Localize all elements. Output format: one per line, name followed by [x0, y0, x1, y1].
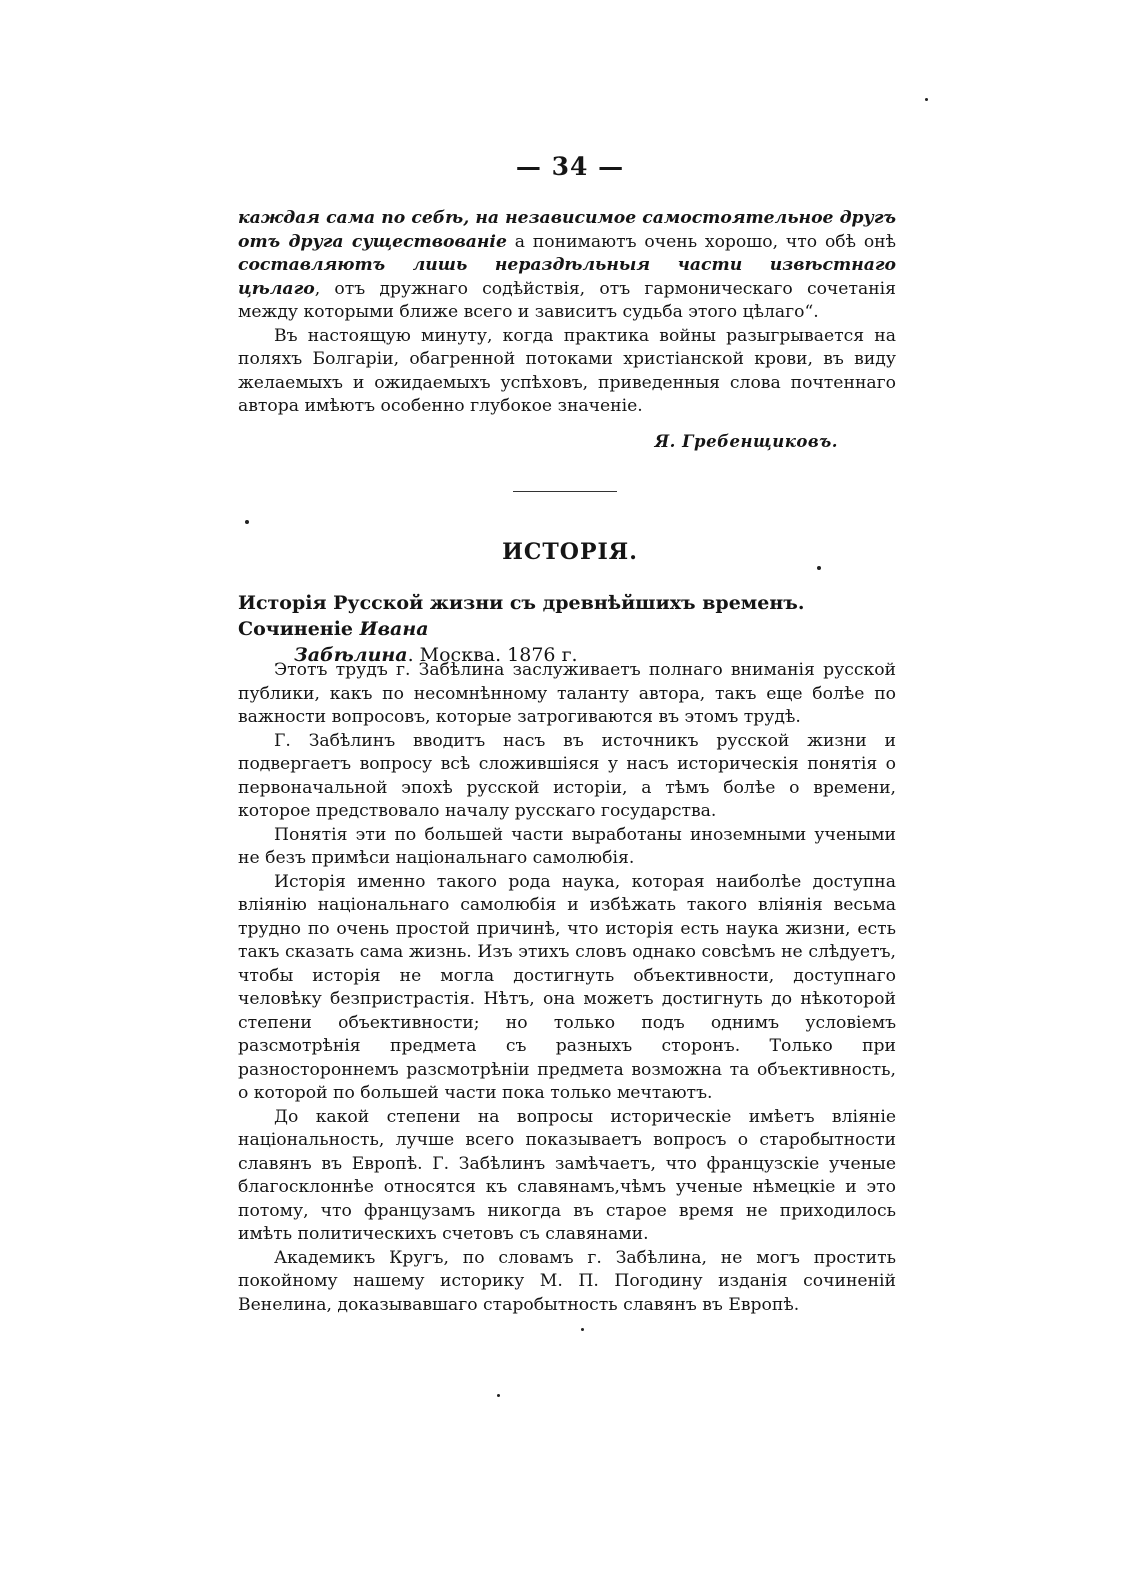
by-label: Сочиненіе — [238, 618, 360, 640]
body-paragraph: Этотъ трудъ г. Забѣлина заслуживаетъ полнаго вниманія русской публики, какъ по несомнѣнному таланту автора, такъ еще болѣе по важности вопросовъ, которые затрогиваются въ этомъ трудѣ. — [238, 660, 896, 727]
body-paragraph: До какой степени на вопросы историческіе имѣетъ вліяніе національность, лучше всего показываетъ вопросъ о старобытности славянъ въ Европѣ. Г. Забѣлинъ замѣчаетъ, что французскіе ученые благосклоннѣе относятся къ славянамъ,чѣмъ ученые нѣмецкіе и это потому, что французамъ никогда въ старое время не приходилось имѣть политическихъ счетовъ съ славянами. — [238, 1106, 896, 1244]
section-divider — [513, 491, 617, 492]
scan-speck — [581, 1328, 584, 1331]
author-surname: Забѣлина — [294, 644, 408, 666]
place-year: . Москва. 1876 г. — [407, 644, 578, 666]
body-paragraph: Г. Забѣлинъ вводитъ насъ въ источникъ русской жизни и подвергаетъ вопросу всѣ сложившіяся у насъ историческія понятія о первоначальной эпохѣ русской исторіи, а тѣмъ болѣе о времени, которое предствовало началу русскаго государства. — [238, 730, 896, 821]
review-title — [238, 590, 900, 668]
body-paragraph: Академикъ Кругъ, по словамъ г. Забѣлина, не могъ простить покойному нашему историку М. П. Погодину изданія сочиненій Венелина, доказывавшаго старобытность славянъ въ Европѣ. — [238, 1247, 896, 1315]
text-run: а понимаютъ очень хорошо, что обѣ онѣ — [506, 231, 896, 252]
book-title: Исторія Русской жизни съ древнѣйшихъ временъ. — [238, 592, 805, 614]
continued-text — [238, 207, 896, 419]
body-paragraph: Понятія эти по большей части выработаны иноземными учеными не безъ примѣси національнаго самолюбія. — [238, 824, 896, 868]
continued-paragraph — [238, 207, 896, 325]
italic-phrase: каждая сама по себѣ, на независимое самостоятельное другъ отъ друга существованіе — [238, 208, 896, 252]
body-paragraph: Исторія именно такого рода наука, которая наиболѣе доступна вліянію національнаго самолюбія и избѣжать такого вліянія весьма трудно по очень простой причинѣ, что исторія есть наука жизни, есть такъ сказать сама жизнь. Изъ этихъ словъ однако совсѣмъ не слѣдуетъ, чтобы исторія не могла достигнуть объективности, доступнаго человѣку безпристрастія. Нѣтъ, она можетъ достигнуть до нѣкоторой степени объективности; но только подъ однимъ условіемъ разсмотрѣнія предмета съ разныхъ сторонъ. Только при разностороннемъ разсмотрѣніи предмета возможна та объективность, о которой по большей части пока только мечтаютъ. — [238, 871, 896, 1103]
text-run: , отъ дружнаго содѣйствія, отъ гармоническаго сочетанія между которыми ближе всего и зависитъ судьба этого цѣлаго“. — [238, 278, 896, 322]
author-signature: Я. Гребенщиковъ. — [654, 432, 838, 451]
scan-speck — [817, 566, 821, 570]
review-body — [238, 659, 896, 1317]
closing-paragraph: Въ настоящую минуту, когда практика войны разыгрывается на поляхъ Болгаріи, обагренной потоками христіанской крови, въ виду желаемыхъ и ожидаемыхъ успѣховъ, приведенныя слова почтеннаго автора имѣютъ особенно глубокое значеніе. — [238, 325, 896, 416]
italic-phrase: составляютъ лишь нераздѣльныя части извѣстнаго цѣлаго — [238, 255, 896, 299]
scan-speck — [497, 1394, 500, 1397]
section-heading: ИСТОРІЯ. — [502, 539, 638, 565]
scan-speck — [245, 520, 249, 524]
review-title-line-1 — [238, 590, 900, 642]
scan-speck — [925, 98, 928, 101]
page-number: — 34 — — [515, 152, 625, 181]
author-name: Ивана — [359, 618, 429, 640]
